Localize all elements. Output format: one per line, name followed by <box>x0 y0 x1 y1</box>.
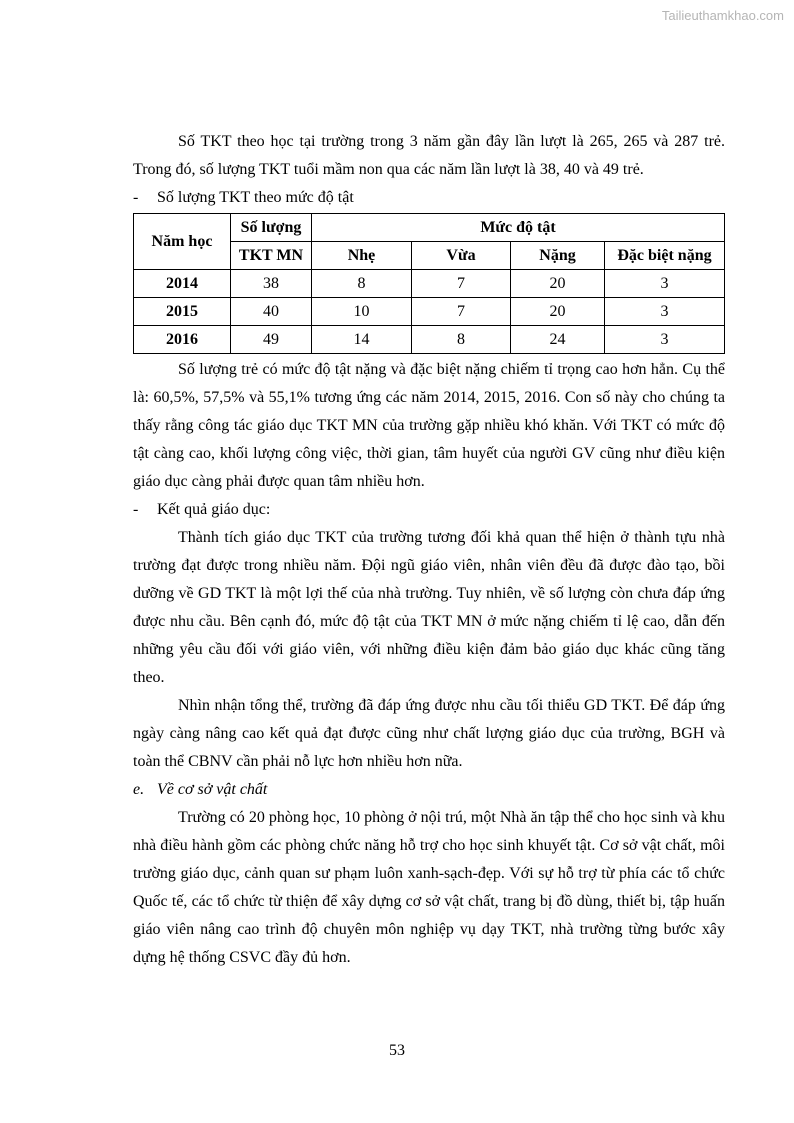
cell-moderate: 7 <box>412 270 511 298</box>
cell-year: 2016 <box>134 326 231 354</box>
table-row <box>134 270 725 298</box>
table-header-row <box>134 214 725 242</box>
disability-level-table <box>133 213 725 354</box>
paragraph-severity-analysis: Số lượng trẻ có mức độ tật nặng và đặc biệt nặng chiếm tỉ trọng cao hơn hẳn. Cụ thể là: 60,5%, 57,5% và 55,1% tương ứng các năm 2014, 2015, 2016. Con số này cho chúng ta thấy rằng công tác giáo dục TKT MN của trường gặp nhiều khó khăn. Với TKT có mức độ tật càng cao, khối lượng công việc, thời gian, tâm huyết của người GV cũng như điều kiện giáo dục càng phải được quan tâm nhiều hơn. <box>133 361 725 490</box>
bullet-text: Số lượng TKT theo mức độ tật <box>157 189 354 206</box>
bullet-disability-levels <box>133 184 725 212</box>
paragraph-facilities: Trường có 20 phòng học, 10 phòng ở nội trú, một Nhà ăn tập thể cho học sinh và khu nhà điều hành gồm các phòng chức năng hỗ trợ cho học sinh khuyết tật. Cơ sở vật chất, môi trường giáo dục, cảnh quan sư phạm luôn xanh-sạch-đẹp. Với sự hỗ trợ từ phía các tổ chức Quốc tế, các tổ chức từ thiện để xây dựng cơ sở vật chất, trang bị đồ dùng, thiết bị, tập huấn giáo viên nâng cao trình độ chuyên môn nghiệp vụ dạy TKT, nhà trường từng bước xây dựng hệ thống CSVC đầy đủ hơn. <box>133 809 725 966</box>
bullet-education-results <box>133 496 725 524</box>
heading-marker: e. <box>133 781 145 798</box>
header-count <box>231 214 312 242</box>
table-row <box>134 298 725 326</box>
header-disability-level: Mức độ tật <box>312 214 725 242</box>
header-severe: Nặng <box>511 242 605 270</box>
page-body <box>133 128 725 972</box>
header-moderate: Vừa <box>412 242 511 270</box>
header-count-line2: TKT MN <box>231 242 312 270</box>
cell-count: 49 <box>231 326 312 354</box>
cell-count: 38 <box>231 270 312 298</box>
cell-severe: 24 <box>511 326 605 354</box>
dash-marker: - <box>133 501 139 518</box>
cell-count: 40 <box>231 298 312 326</box>
cell-year: 2015 <box>134 298 231 326</box>
section-heading-facilities <box>133 776 725 804</box>
table-row <box>134 326 725 354</box>
cell-moderate: 8 <box>412 326 511 354</box>
cell-severe: 20 <box>511 270 605 298</box>
paragraph-overall-assessment: Nhìn nhận tổng thể, trường đã đáp ứng được nhu cầu tối thiểu GD TKT. Để đáp ứng ngày càng nâng cao kết quả đạt được cũng như chất lượng giáo dục của trường, BGH và toàn thể CBNV cần phải nỗ lực hơn nhiều hơn nữa. <box>133 697 725 770</box>
cell-mild: 10 <box>312 298 412 326</box>
cell-very-severe: 3 <box>605 326 725 354</box>
paragraph-student-counts: Số TKT theo học tại trường trong 3 năm gần đây lần lượt là 265, 265 và 287 trẻ. Trong đó, số lượng TKT tuổi mầm non qua các năm lần lượt là 38, 40 và 49 trẻ. <box>133 133 725 178</box>
cell-very-severe: 3 <box>605 270 725 298</box>
heading-text: Về cơ sở vật chất <box>157 781 268 798</box>
cell-severe: 20 <box>511 298 605 326</box>
header-mild: Nhẹ <box>312 242 412 270</box>
cell-mild: 14 <box>312 326 412 354</box>
header-very-severe: Đặc biệt nặng <box>605 242 725 270</box>
cell-moderate: 7 <box>412 298 511 326</box>
header-count-line1: Số lượng <box>240 218 302 236</box>
bullet-text: Kết quả giáo dục: <box>157 501 271 518</box>
header-school-year: Năm học <box>134 214 231 270</box>
paragraph-achievements: Thành tích giáo dục TKT của trường tương đối khả quan thể hiện ở thành tựu nhà trường đạt được trong nhiều năm. Đội ngũ giáo viên, nhân viên đều đã được đào tạo, bồi dưỡng về GD TKT là một lợi thế của nhà trường. Tuy nhiên, về số lượng còn chưa đáp ứng được nhu cầu. Bên cạnh đó, mức độ tật của TKT MN ở mức nặng chiếm tỉ lệ cao, dẫn đến những yêu cầu đối với giáo viên, với những điều kiện đảm bảo giáo dục khác cũng tăng theo. <box>133 529 725 686</box>
watermark-text: Tailieuthamkhao.com <box>661 8 784 23</box>
cell-very-severe: 3 <box>605 298 725 326</box>
cell-year: 2014 <box>134 270 231 298</box>
page-number: 53 <box>389 1042 405 1059</box>
dash-marker: - <box>133 189 139 206</box>
cell-mild: 8 <box>312 270 412 298</box>
